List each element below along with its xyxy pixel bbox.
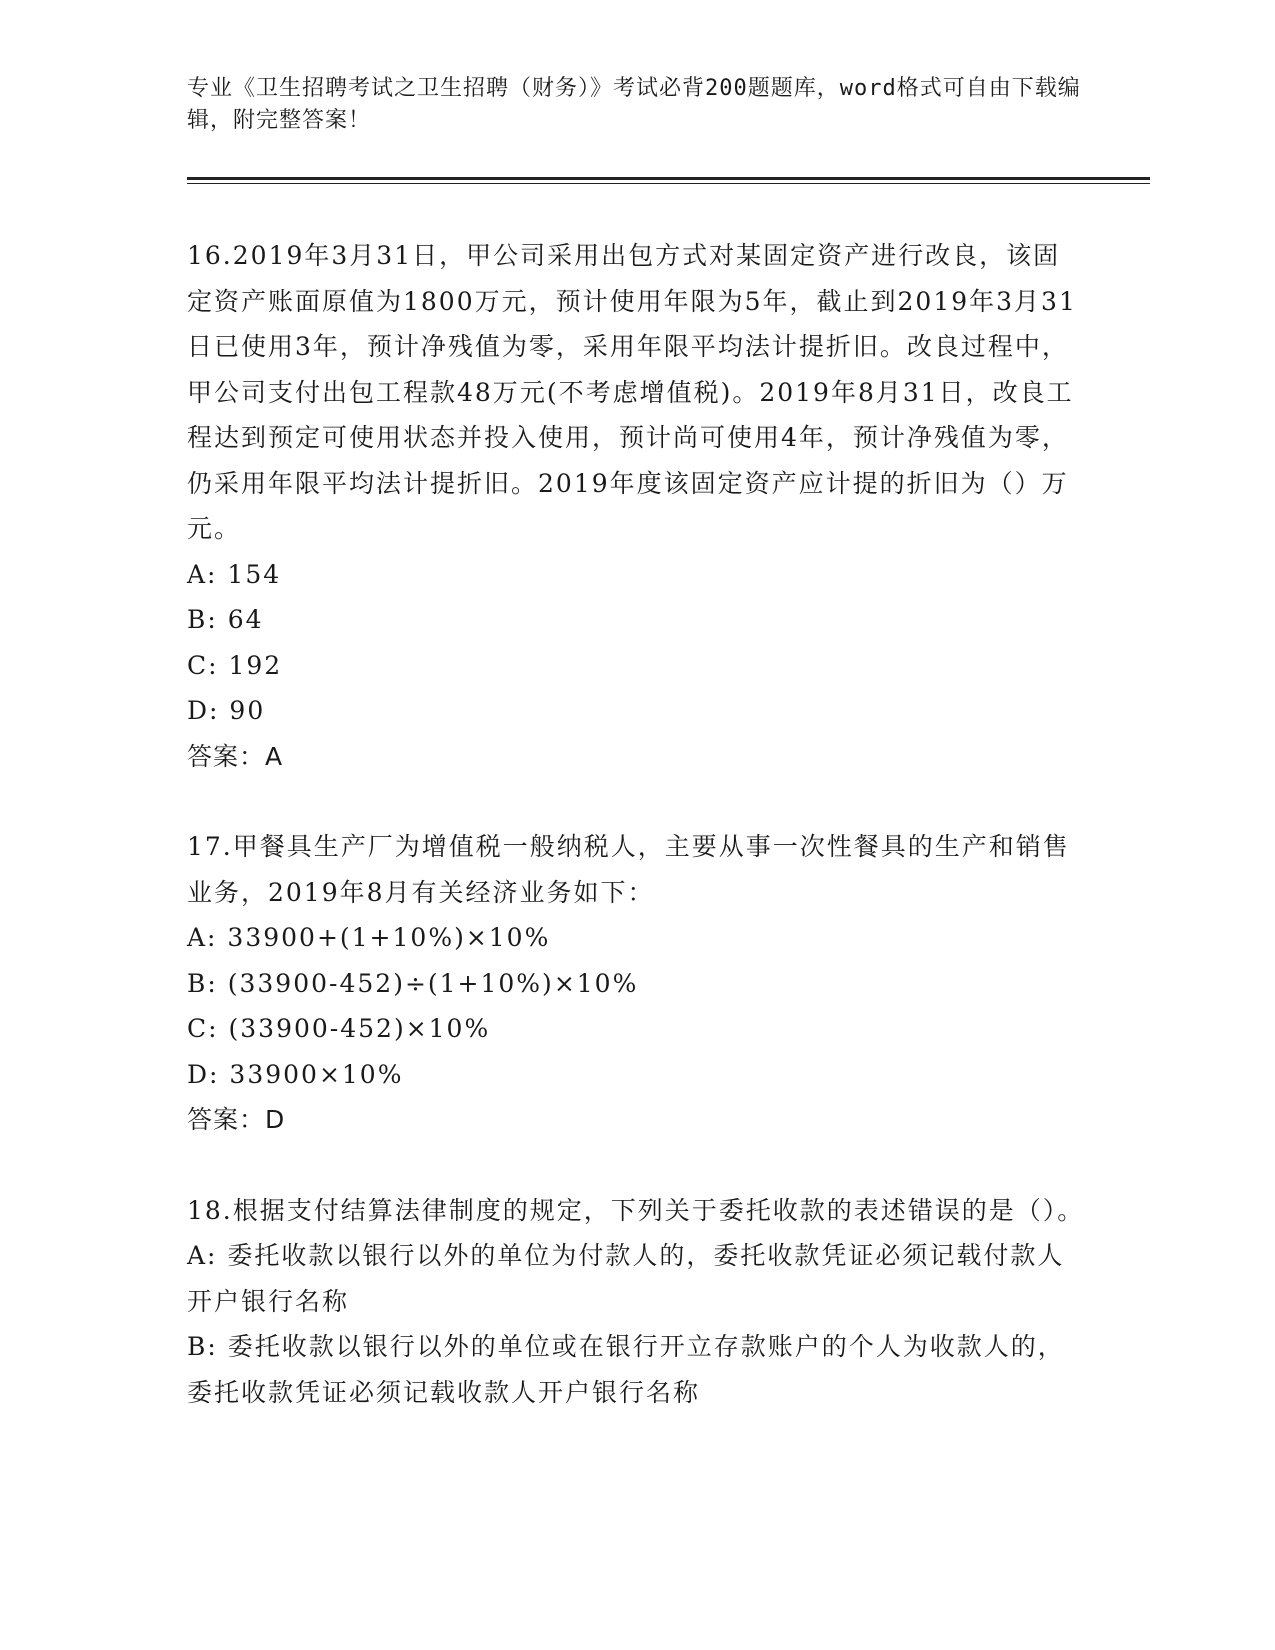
document-header: 专业《卫生招聘考试之卫生招聘（财务）》考试必背200题题库，word格式可自由下载编辑，附完整答案！ xyxy=(187,76,1081,133)
question-18 xyxy=(187,1188,1087,1416)
question-stem: 18.根据支付结算法律制度的规定，下列关于委托收款的表述错误的是（）。 xyxy=(187,1195,1085,1225)
option-a: A: 154 xyxy=(187,559,282,589)
option-d: D: 90 xyxy=(187,696,266,725)
option-d: D: 33900×10% xyxy=(187,1059,404,1089)
question-stem: 17.甲餐具生产厂为增值税一般纳税人，主要从事一次性餐具的生产和销售业务，2019年8月有关经济业务如下： xyxy=(187,832,1070,907)
option-c: C: (33900-452)×10% xyxy=(187,1014,491,1043)
question-stem: 16.2019年3月31日，甲公司采用出包方式对某固定资产进行改良，该固定资产账面原值为1800万元，预计使用年限为5年，截止到2019年3月31日已使用3年，预计净残值为零，采用年限平均法计提折旧。改良过程中，甲公司支付出包工程款48万元(不考虑增值税)。2019年8月31日，改良工程达到预定可使用状态并投入使用，预计尚可使用4年，预计净残值为零，仍采用年限平均法计提折旧。2019年度该固定资产应计提的折旧为（）万元。 xyxy=(187,241,1077,543)
question-spacer xyxy=(187,1143,1087,1188)
option-b: B: (33900-452)÷(1+10%)×10% xyxy=(187,968,639,998)
question-17 xyxy=(187,824,1087,1143)
header-rule-thin xyxy=(187,183,1150,184)
option-c: C: 192 xyxy=(187,650,283,680)
header-rule-thick xyxy=(187,177,1150,180)
option-a: A: 委托收款以银行以外的单位为付款人的，委托收款凭证必须记载付款人开户银行名称 xyxy=(187,1241,1065,1316)
answer-line: 答案：A xyxy=(187,741,284,771)
option-b: B: 64 xyxy=(187,605,264,634)
question-list xyxy=(187,233,1087,1415)
question-16 xyxy=(187,233,1087,779)
option-b: B: 委托收款以银行以外的单位或在银行开立存款账户的个人为收款人的，委托收款凭证必须记载收款人开户银行名称 xyxy=(187,1332,1065,1407)
answer-line: 答案：D xyxy=(187,1105,286,1134)
option-a: A: 33900+(1+10%)×10% xyxy=(187,923,551,952)
question-spacer xyxy=(187,779,1087,824)
